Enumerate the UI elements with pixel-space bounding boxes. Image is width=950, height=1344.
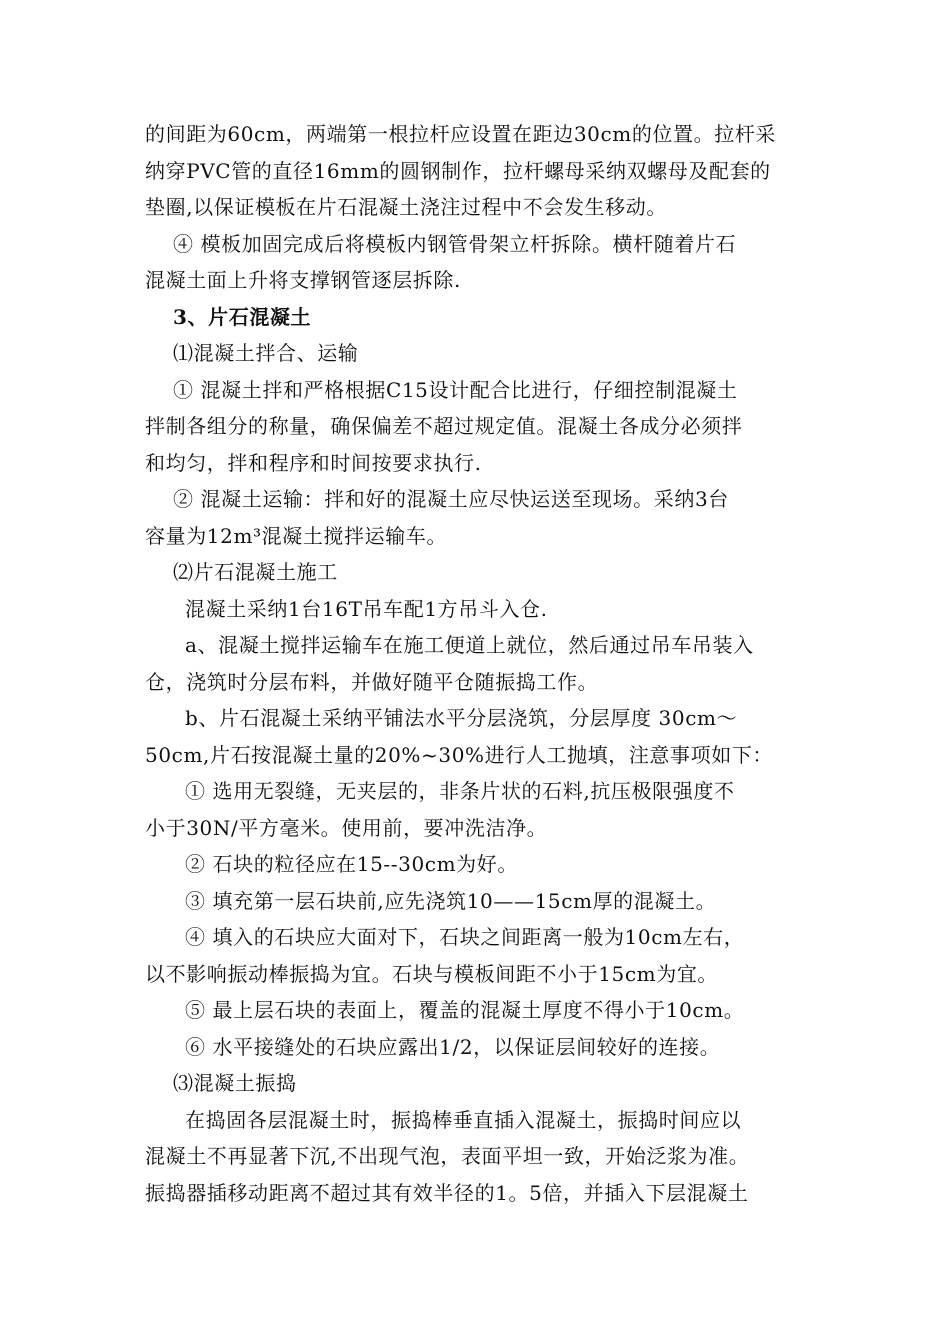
text-line: 仓，浇筑时分层布料，并做好随平仓随振捣工作。: [145, 669, 599, 694]
text-line: 拌制各组分的称量，确保偏差不超过规定值。混凝土各成分必须拌: [145, 414, 743, 438]
list-item-4: ④ 模板加固完成后将模板内钢管骨架立杆拆除。横杆随着片石: [173, 231, 737, 256]
text-line: 混凝土不再显著下沉,不出现气泡，表面平坦一致，开始泛浆为准。: [145, 1144, 750, 1168]
list-item-5: ⑤ 最上层石块的表面上，覆盖的混凝土厚度不得小于10cm。: [185, 998, 745, 1022]
list-item-6: ⑥ 水平接缝处的石块应露出1/2，以保证层间较好的连接。: [185, 1034, 721, 1059]
paragraph-line: 混凝土采纳1台16T吊车配1方吊斗入仓.: [185, 596, 548, 621]
subsection-heading: ⑴混凝土拌合、运输: [173, 341, 359, 365]
list-item-3: ③ 填充第一层石块前,应先浇筑10——15cm厚的混凝土。: [185, 888, 717, 913]
item-a: a、混凝土搅拌运输车在施工便道上就位，然后通过吊车吊装入: [185, 633, 754, 657]
text-line: 容量为12m³混凝土搅拌运输车。: [145, 523, 448, 548]
text-line: 和均匀，拌和程序和时间按要求执行.: [145, 450, 482, 475]
list-item-1: ① 选用无裂缝，无夹层的，非条片状的石料,抗压极限强度不: [185, 779, 735, 803]
subsection-heading: ⑶混凝土振捣: [173, 1071, 297, 1095]
list-item-2: ② 石块的粒径应在15--30cm为好。: [185, 852, 518, 876]
text-line: 的间距为60cm，两端第一根拉杆应设置在距边30cm的位置。拉杆采: [145, 122, 777, 146]
item-b: b、片石混凝土采纳平铺法水平分层浇筑，分层厚度 30cm～: [185, 706, 738, 730]
paragraph-line: 在捣固各层混凝土时，振捣棒垂直插入混凝土，振捣时间应以: [185, 1107, 742, 1132]
text-line: 50cm,片石按混凝土量的20%~30%进行人工抛填，注意事项如下：: [145, 742, 774, 767]
list-item-4: ④ 填入的石块应大面对下，石块之间距离一般为10cm左右，: [185, 925, 745, 949]
text-line: 小于30N/平方毫米。使用前，要冲洗洁净。: [145, 815, 548, 840]
list-item-1: ① 混凝土拌和严格根据C15设计配合比进行，仔细控制混凝土: [173, 377, 738, 402]
text-line: 纳穿PVC管的直径16mm的圆钢制作，拉杆螺母采纳双螺母及配套的: [145, 158, 771, 183]
text-line: 垫圈,以保证模板在片石混凝土浇注过程中不会发生移动。: [145, 195, 667, 219]
text-line: 以不影响振动棒振捣为宜。石块与模板间距不小于15cm为宜。: [145, 961, 719, 986]
text-line: 振捣器插移动距离不超过其有效半径的1。5倍，并插入下层混凝土: [145, 1180, 749, 1205]
text-line: 混凝土面上升将支撑钢管逐层拆除.: [145, 268, 461, 292]
document-body: [145, 116, 810, 1211]
subsection-heading: ⑵片石混凝土施工: [173, 560, 338, 584]
section-heading: 3、片石混凝土: [173, 304, 312, 329]
list-item-2: ② 混凝土运输：拌和好的混凝土应尽快运送至现场。采纳3台: [173, 487, 729, 511]
